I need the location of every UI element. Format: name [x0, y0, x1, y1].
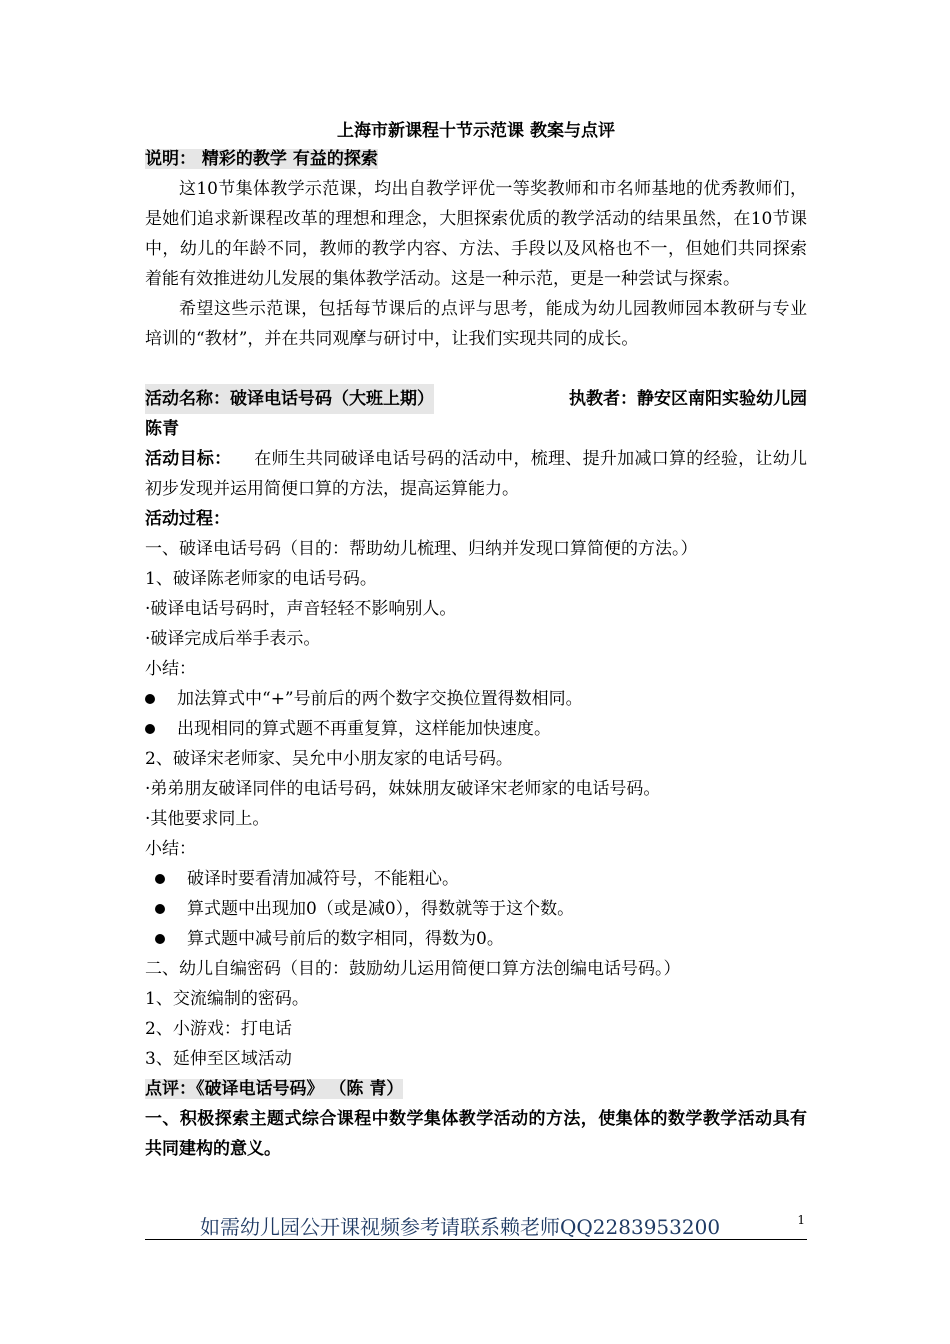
goal-text: 在师生共同破译电话号码的活动中，梳理、提升加减口算的经验，让幼儿初步发现并运用简便口算的方法，提高运算能力。: [145, 449, 808, 499]
summary2-label: 小结：: [145, 839, 196, 859]
intro-heading: [145, 144, 807, 174]
page-footer: [145, 1209, 807, 1240]
bullet-icon: [155, 934, 165, 944]
summary2-item-text: 算式题中出现加0（或是减0），得数就等于这个数。: [187, 899, 575, 919]
summary2-item: [145, 864, 807, 894]
part1-step2: 2、破译宋老师家、吴允中小朋友家的电话号码。: [145, 749, 513, 769]
activity-header: [145, 384, 807, 414]
part1-heading: 一、破译电话号码（目的：帮助幼儿梳理、归纳并发现口算简便的方法。）: [145, 539, 698, 559]
activity-name: 活动名称：破译电话号码（大班上期）: [145, 384, 434, 414]
summary1-item-text: 加法算式中“+”号前后的两个数字交换位置得数相同。: [177, 689, 583, 709]
summary1-item-text: 出现相同的算式题不再重复算，这样能加快速度。: [177, 719, 551, 739]
page-number: 1: [797, 1213, 805, 1227]
part2-step1: 1、交流编制的密码。: [145, 989, 309, 1009]
intro-paragraph-2: 希望这些示范课，包括每节课后的点评与思考，能成为幼儿园教师园本教研与专业培训的“教材”，并在共同观摩与研讨中，让我们实现共同的成长。: [145, 299, 807, 349]
part1-step2-note1: ·弟弟朋友破译同伴的电话号码，妹妹朋友破译宋老师家的电话号码。: [145, 779, 661, 799]
activity-teacher-name: 陈青: [145, 419, 179, 439]
goal-label: 活动目标：: [145, 449, 232, 469]
part1-step2-note2: ·其他要求同上。: [145, 809, 270, 829]
footer-contact-text: 如需幼儿园公开课视频参考请联系赖老师QQ2283953200: [200, 1215, 721, 1239]
activity-teacher: 执教者：静安区南阳实验幼儿园: [569, 389, 807, 409]
bullet-icon: [155, 874, 165, 884]
part1-step1-note1: ·破译电话号码时，声音轻轻不影响别人。: [145, 599, 457, 619]
intro-heading-text: 说明： 精彩的教学 有益的探索: [145, 149, 378, 169]
summary1-item: [145, 684, 807, 714]
summary1-label: 小结：: [145, 659, 196, 679]
intro-paragraph-1: 这10节集体教学示范课，均出自教学评优一等奖教师和市名师基地的优秀教师们，是她们追求新课程改革的理想和理念，大胆探索优质的教学活动的结果虽然，在10节课中，幼儿的年龄不同，教师的教学内容、方法、手段以及风格也不一，但她们共同探索着能有效推进幼儿发展的集体教学活动。这是一种示范，更是一种尝试与探索。: [145, 179, 807, 289]
summary2-item: [145, 894, 807, 924]
part1-step1-note2: ·破译完成后举手表示。: [145, 629, 321, 649]
part2-step2: 2、小游戏：打电话: [145, 1019, 292, 1039]
document-title: 上海市新课程十节示范课 教案与点评: [337, 121, 615, 141]
summary1-item: [145, 714, 807, 744]
summary2-item: [145, 924, 807, 954]
summary2-item-text: 算式题中减号前后的数字相同，得数为0。: [187, 929, 504, 949]
section-gap: [145, 354, 807, 384]
bullet-icon: [145, 694, 155, 704]
activity-goal: [145, 444, 807, 504]
bullet-icon: [145, 724, 155, 734]
process-label: 活动过程：: [145, 509, 230, 529]
document-page: [145, 118, 807, 1164]
part2-step3: 3、延伸至区域活动: [145, 1049, 292, 1069]
summary2-item-text: 破译时要看清加减符号，不能粗心。: [187, 869, 459, 889]
bullet-icon: [155, 904, 165, 914]
part2-heading: 二、幼儿自编密码（目的：鼓励幼儿运用简便口算方法创编电话号码。）: [145, 959, 681, 979]
review-heading-text: 点评：《破译电话号码》 （陈 青）: [145, 1079, 404, 1099]
review-heading: [145, 1074, 807, 1104]
part1-step1: 1、破译陈老师家的电话号码。: [145, 569, 377, 589]
review-point-1: 一、积极探索主题式综合课程中数学集体教学活动的方法，使集体的数学教学活动具有共同建构的意义。: [145, 1109, 807, 1159]
